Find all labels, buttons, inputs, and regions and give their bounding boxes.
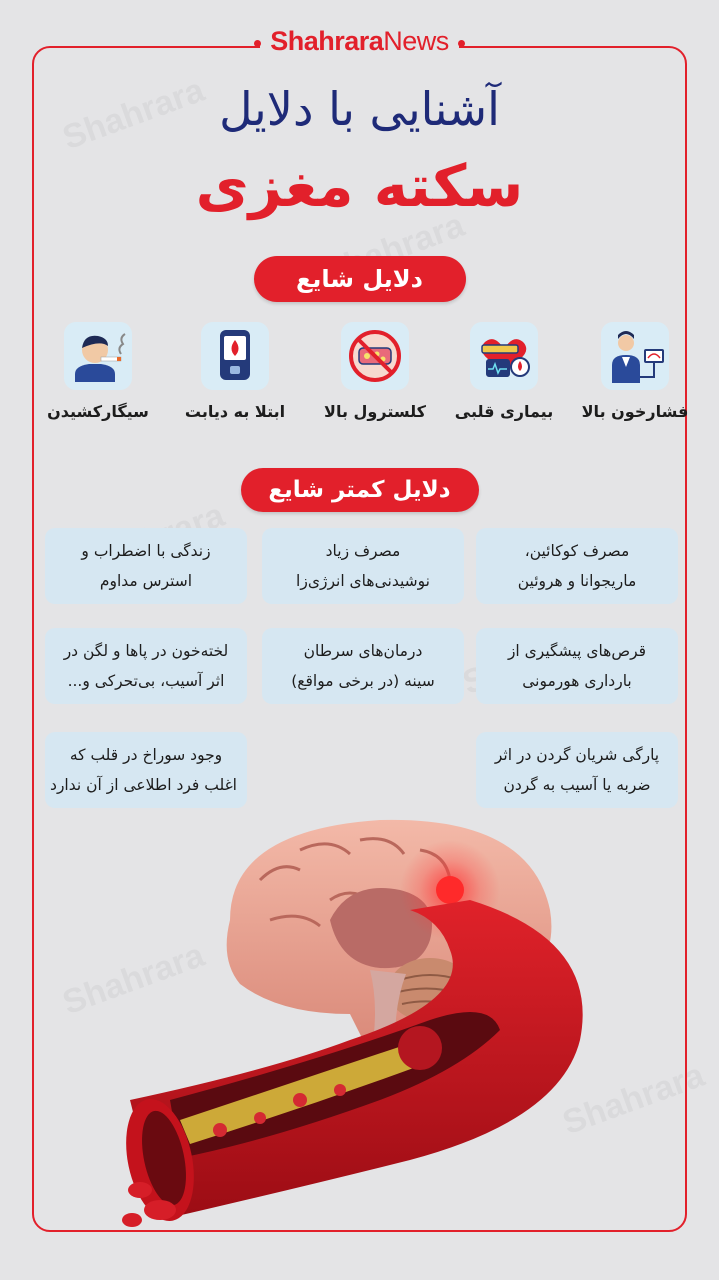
cause-card <box>262 528 464 604</box>
cause-card <box>45 732 247 808</box>
cause-card-line: مصرف زیاد <box>325 542 401 560</box>
cause-card-line: سینه (در برخی مواقع) <box>291 672 435 690</box>
less-common-causes-heading: دلایل کمتر شایع <box>241 468 479 512</box>
cause-card-line: ضربه یا آسیب به گردن <box>503 776 651 794</box>
cause-card-line: ماریجوانا و هروئین <box>517 572 637 590</box>
common-cause-label: ابتلا به دیابت <box>184 402 286 421</box>
common-cause-label: کلسترول بالا <box>324 402 426 421</box>
cause-card-line: استرس مداوم <box>99 572 193 590</box>
logo-dot <box>254 40 261 47</box>
cause-card-line: نوشیدنی‌های انرژی‌زا <box>296 572 430 590</box>
diabetes-icon <box>201 322 269 390</box>
brand-name: Shahrara <box>270 26 384 56</box>
smoking-icon <box>64 322 132 390</box>
brain-artery-illustration <box>0 800 719 1240</box>
cause-card <box>476 628 678 704</box>
common-causes-list <box>0 322 719 432</box>
cause-card-line: لخته‌خون در پاها و لگن در <box>63 642 229 660</box>
cause-card <box>476 528 678 604</box>
page-title-line2: سکته مغزی <box>195 152 524 220</box>
common-cause-item <box>565 322 705 421</box>
brand-logo <box>0 26 719 57</box>
common-cause-item <box>434 322 574 421</box>
common-cause-item <box>305 322 445 421</box>
cause-card-line: اغلب فرد اطلاعی از آن ندارد <box>50 776 237 794</box>
cause-card-line: مصرف کوکائین، <box>524 542 630 560</box>
cause-card-line: قرص‌های پیشگیری از <box>507 642 647 660</box>
cause-card-line: درمان‌های سرطان <box>303 642 423 660</box>
common-cause-label: بیماری قلبی <box>454 402 554 421</box>
common-cause-label: فشارخون بالا <box>581 402 689 421</box>
cause-card-line: اثر آسیب، بی‌تحرکی و... <box>67 672 225 690</box>
heart-disease-icon <box>470 322 538 390</box>
hypertension-icon <box>601 322 669 390</box>
common-cause-item <box>28 322 168 421</box>
cholesterol-icon <box>341 322 409 390</box>
cause-card <box>476 732 678 808</box>
page-title-line1: آشنایی با دلایل <box>219 82 500 136</box>
cause-card-line: زندگی با اضطراب و <box>81 542 211 560</box>
cause-card <box>45 628 247 704</box>
cause-card <box>45 528 247 604</box>
cause-card <box>262 628 464 704</box>
common-causes-heading: دلایل شایع <box>254 256 466 302</box>
cause-card-line: بارداری هورمونی <box>522 672 632 690</box>
common-cause-item <box>165 322 305 421</box>
cause-card-line: وجود سوراخ در قلب که <box>69 746 223 764</box>
cause-card-line: پارگی شریان گردن در اثر <box>494 746 660 764</box>
common-cause-label: سیگارکشیدن <box>47 402 149 421</box>
brand-suffix: News <box>383 26 449 56</box>
logo-dot <box>458 40 465 47</box>
